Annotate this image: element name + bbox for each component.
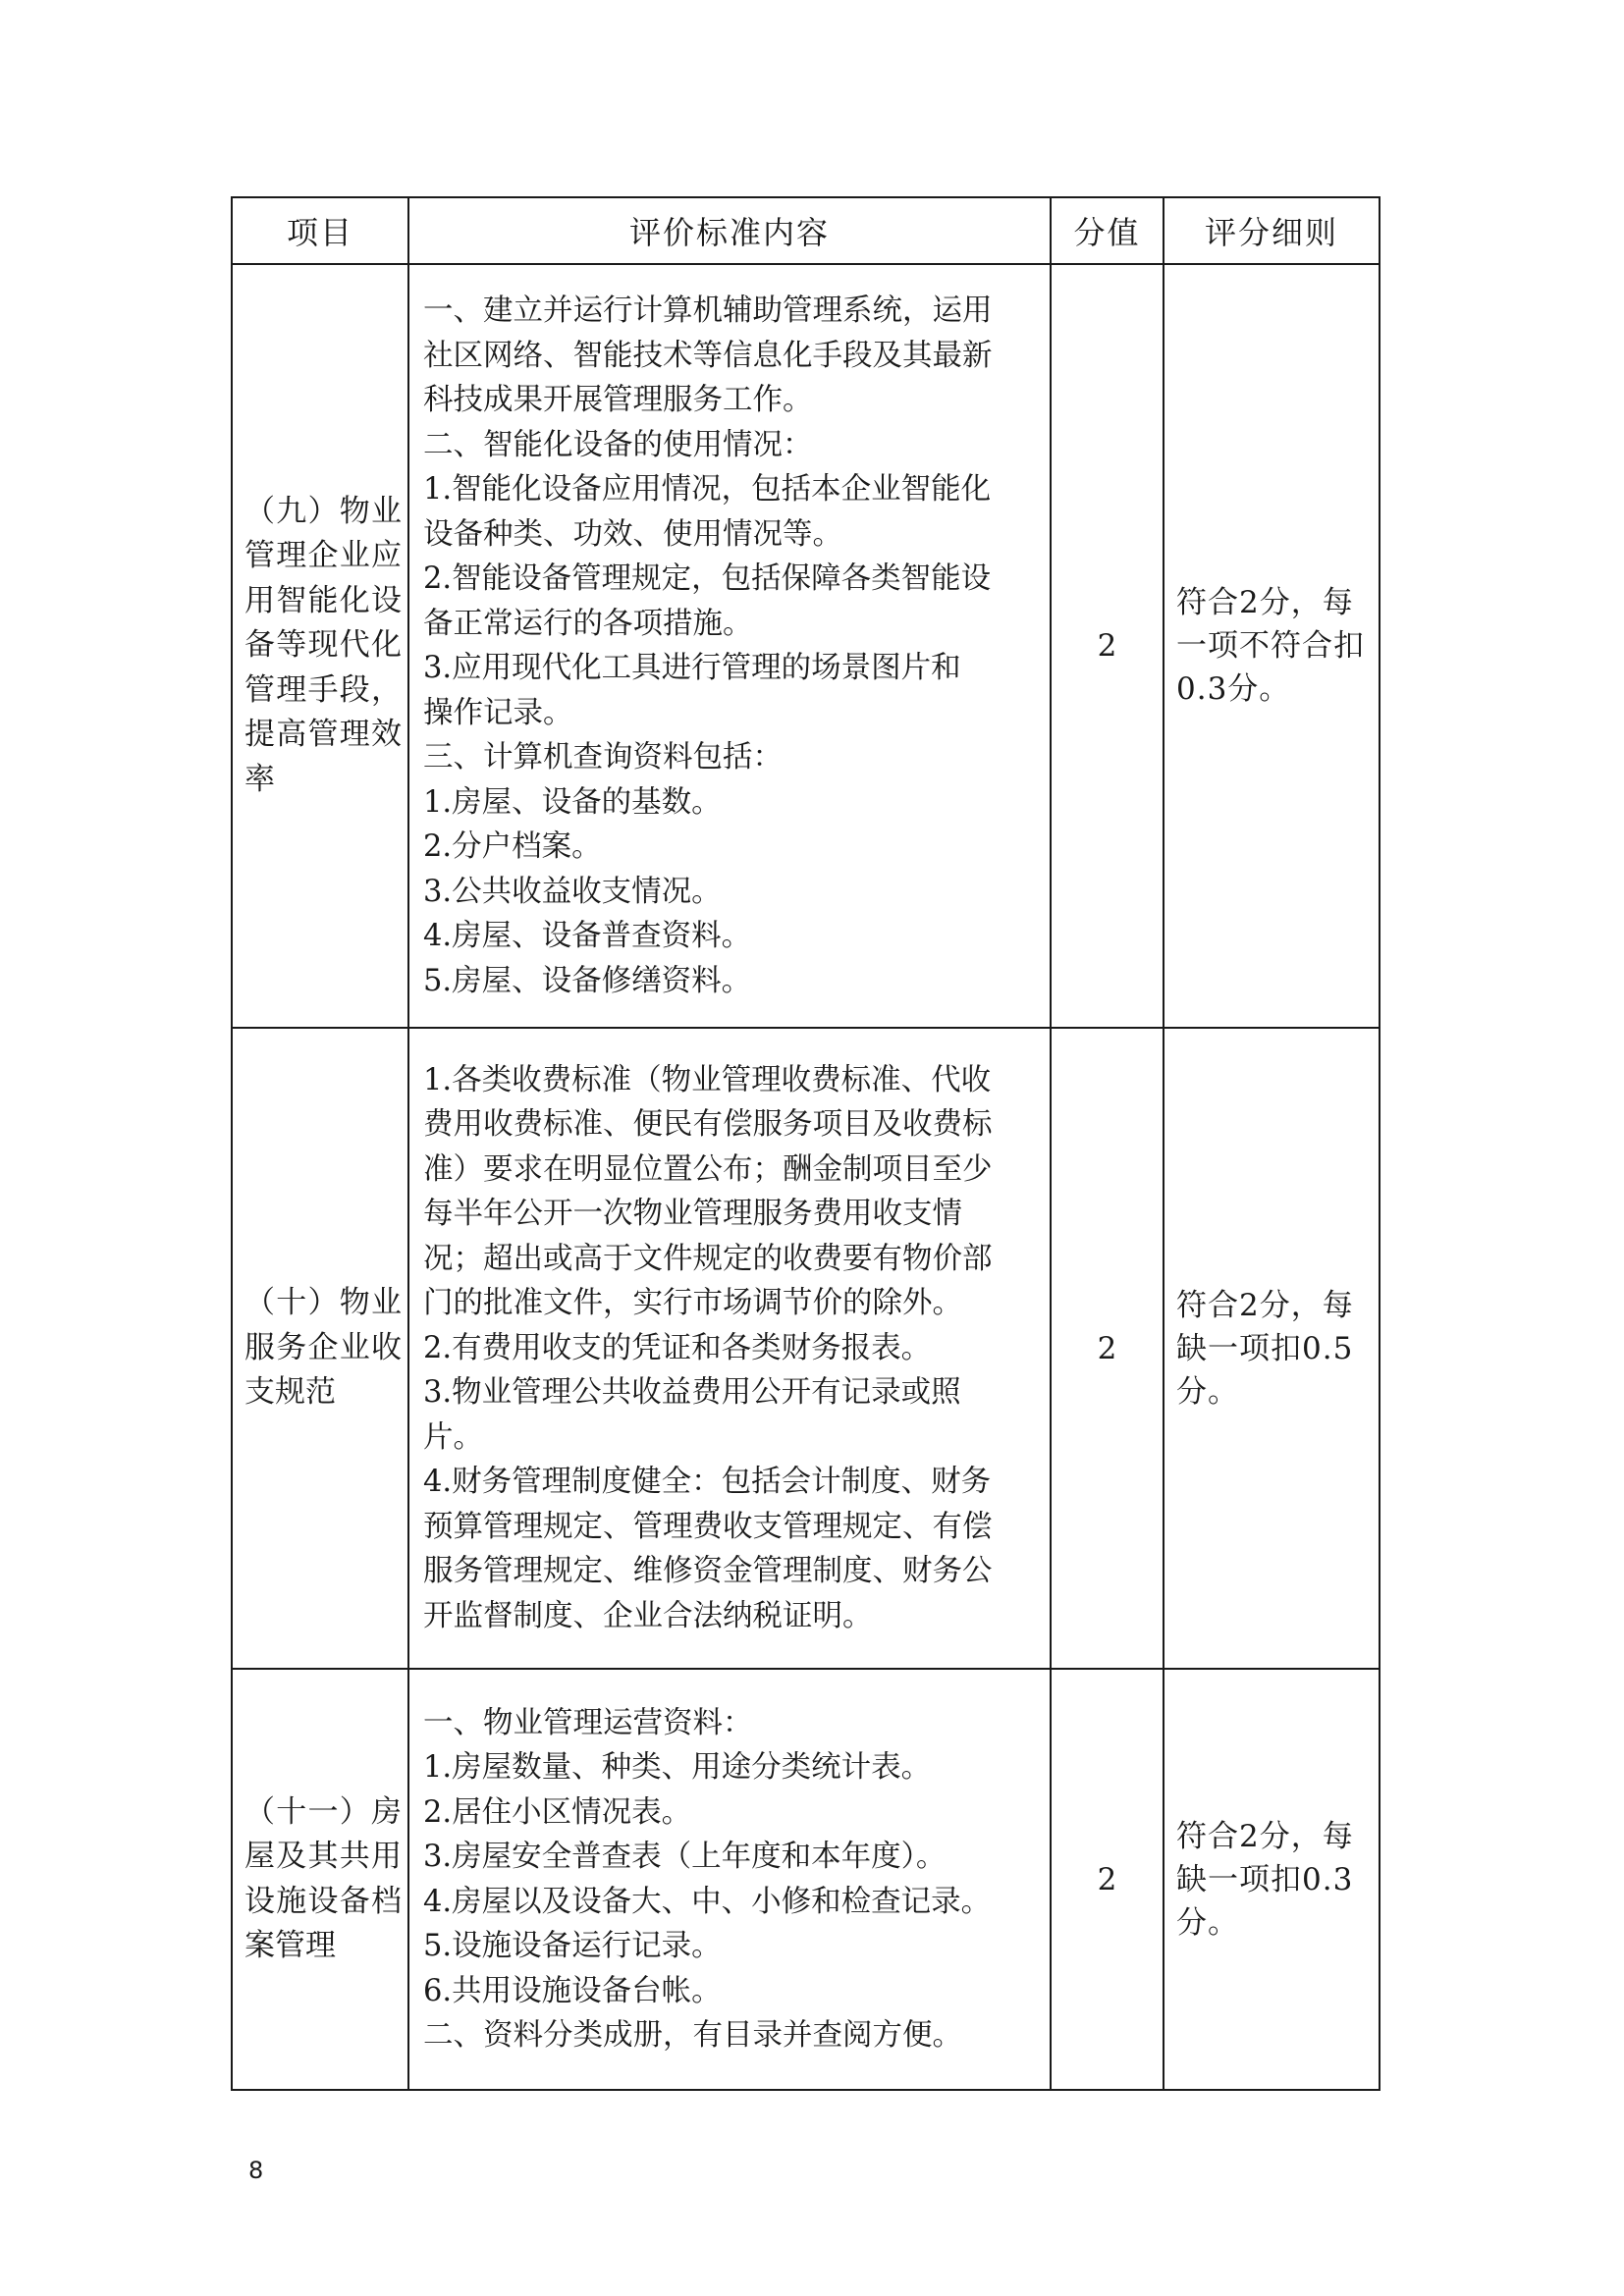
content-cell	[408, 264, 1051, 1028]
content-line: 社区网络、智能技术等信息化手段及其最新	[423, 338, 993, 373]
content-line: 1.房屋、设备的基数。	[423, 784, 722, 820]
content-line: 4.房屋以及设备大、中、小修和检查记录。	[423, 1884, 992, 1919]
content-line: 操作记录。	[423, 695, 573, 730]
content-line: 设备种类、功效、使用情况等。	[423, 516, 842, 552]
content-line: 6.共用设施设备台帐。	[423, 1973, 722, 2008]
score-cell: 2	[1051, 264, 1164, 1028]
content-line: 二、智能化设备的使用情况：	[423, 427, 813, 462]
rule-cell: 符合2分，每一项不符合扣0.3分。	[1164, 264, 1380, 1028]
content-line: 2.分户档案。	[423, 829, 602, 864]
item-cell: （十）物业服务企业收支规范	[232, 1028, 408, 1669]
content-line: 门的批准文件，实行市场调节价的除外。	[423, 1286, 962, 1321]
content-line: 二、资料分类成册，有目录并查阅方便。	[423, 2018, 962, 2053]
content-line: 1.智能化设备应用情况，包括本企业智能化	[423, 472, 992, 507]
content-line: 1.房屋数量、种类、用途分类统计表。	[423, 1750, 932, 1785]
header-content: 评价标准内容	[408, 197, 1051, 264]
content-line: 每半年公开一次物业管理服务费用收支情	[423, 1197, 962, 1232]
content-line: 5.房屋、设备修缮资料。	[423, 963, 752, 998]
score-cell: 2	[1051, 1028, 1164, 1669]
content-line: 三、计算机查询资料包括：	[423, 740, 783, 774]
content-line: 开监督制度、企业合法纳税证明。	[423, 1598, 873, 1633]
content-line: 3.应用现代化工具进行管理的场景图片和	[423, 651, 961, 685]
page-number: 8	[248, 2157, 264, 2184]
header-rule: 评分细则	[1164, 197, 1380, 264]
table-row	[232, 1028, 1380, 1669]
score-cell: 2	[1051, 1669, 1164, 2090]
content-cell	[408, 1028, 1051, 1669]
content-line: 况；超出或高于文件规定的收费要有物价部	[423, 1241, 993, 1276]
content-line: 3.房屋安全普查表（上年度和本年度）。	[423, 1840, 947, 1874]
content-line: 备正常运行的各项措施。	[423, 606, 753, 641]
content-line: 3.公共收益收支情况。	[423, 874, 722, 909]
content-line: 4.房屋、设备普查资料。	[423, 919, 752, 953]
content-line: 准）要求在明显位置公布；酬金制项目至少	[423, 1151, 993, 1187]
item-cell: （九）物业管理企业应用智能化设备等现代化管理手段，提高管理效率	[232, 264, 408, 1028]
content-cell	[408, 1669, 1051, 2090]
content-line: 一、建立并运行计算机辅助管理系统，运用	[423, 294, 993, 328]
evaluation-table	[231, 196, 1380, 2091]
rule-cell: 符合2分，每缺一项扣0.3分。	[1164, 1669, 1380, 2090]
content-line: 3.物业管理公共收益费用公开有记录或照	[423, 1375, 961, 1411]
content-line: 费用收费标准、便民有偿服务项目及收费标	[423, 1107, 993, 1143]
table-row	[232, 264, 1380, 1028]
item-cell: （十一）房屋及其共用设施设备档案管理	[232, 1669, 408, 2090]
content-line: 一、物业管理运营资料：	[423, 1705, 753, 1740]
content-line: 4.财务管理制度健全：包括会计制度、财务	[423, 1465, 992, 1500]
content-line: 科技成果开展管理服务工作。	[423, 383, 813, 417]
content-line: 2.智能设备管理规定，包括保障各类智能设	[423, 561, 992, 596]
rule-cell: 符合2分，每缺一项扣0.5分。	[1164, 1028, 1380, 1669]
content-line: 服务管理规定、维修资金管理制度、财务公	[423, 1554, 993, 1589]
content-line: 片。	[423, 1419, 483, 1455]
table-row	[232, 1669, 1380, 2090]
content-line: 5.设施设备运行记录。	[423, 1929, 722, 1963]
content-line: 预算管理规定、管理费收支管理规定、有偿	[423, 1509, 993, 1544]
header-score: 分值	[1051, 197, 1164, 264]
table-header-row	[232, 197, 1380, 264]
content-line: 1.各类收费标准（物业管理收费标准、代收	[423, 1062, 992, 1097]
header-item: 项目	[232, 197, 408, 264]
content-line: 2.有费用收支的凭证和各类财务报表。	[423, 1330, 932, 1365]
content-line: 2.居住小区情况表。	[423, 1794, 692, 1830]
